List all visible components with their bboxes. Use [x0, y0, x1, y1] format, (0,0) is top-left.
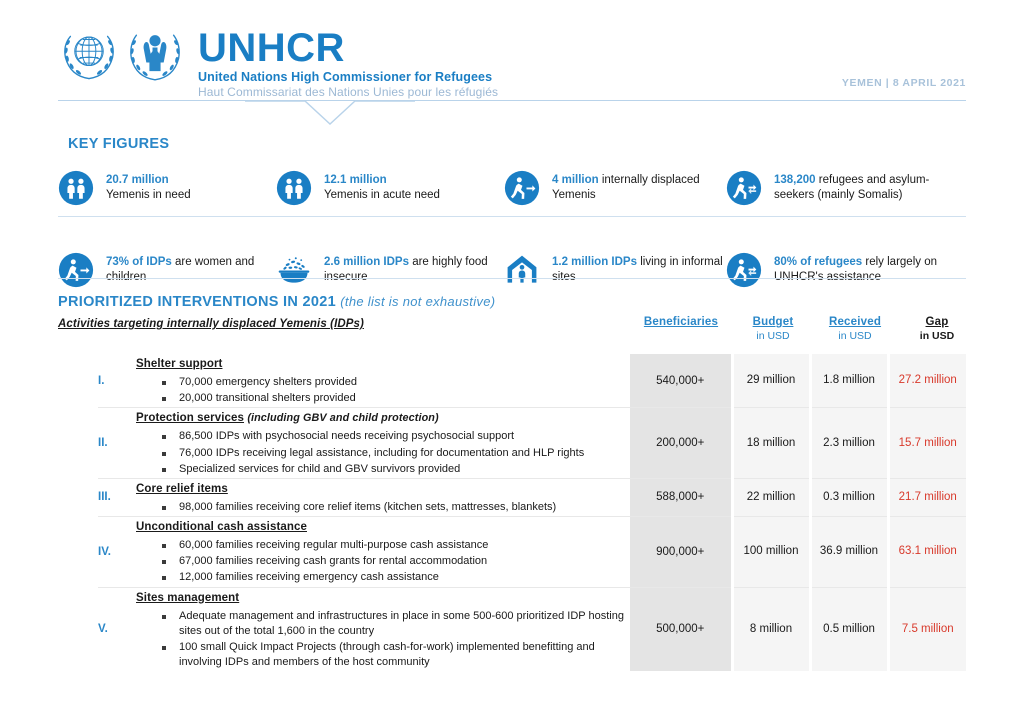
unhcr-wordmark: [198, 24, 498, 99]
interventions-title: PRIORITIZED INTERVENTIONS IN 2021: [58, 294, 336, 310]
row-title-text: Protection services: [136, 412, 245, 425]
row-title: [136, 592, 239, 604]
location-date-label: YEMEN | 8 APRIL 2021: [841, 77, 966, 89]
key-figure-label: internally displaced Yemenis: [552, 173, 700, 201]
cell-beneficiaries: 900,000+: [630, 517, 732, 588]
key-figures-divider-bottom: [58, 278, 966, 279]
row-title-note: (including GBV and child protection): [247, 412, 439, 425]
row-numeral: IV.: [98, 545, 112, 558]
org-name-english: United Nations High Commissioner for Refugees: [198, 70, 493, 85]
cell-budget: 8 million: [732, 587, 810, 671]
key-figure-value: 80% of refugees: [774, 255, 863, 268]
refugee-person-icon: [726, 170, 762, 206]
cell-beneficiaries: 588,000+: [630, 478, 732, 516]
cell-beneficiaries: 540,000+: [630, 354, 732, 408]
key-figure-label: living in informal sites: [552, 255, 723, 283]
key-figure-item: [504, 160, 726, 216]
cell-received: 2.3 million: [810, 408, 888, 479]
key-figures-row-2: [58, 242, 966, 298]
key-figure-item: [58, 160, 276, 216]
key-figure-value: 12.1 million: [324, 173, 387, 186]
key-figure-text: [774, 255, 966, 285]
column-header-unit: in USD: [756, 330, 790, 342]
row-bullet-list: [136, 538, 630, 586]
key-figures-divider-top: [58, 216, 966, 217]
row-title: [136, 412, 439, 424]
key-figure-value: 20.7 million: [106, 173, 169, 186]
key-figure-label: are women and children: [106, 255, 255, 283]
shelter-house-icon: [504, 252, 540, 288]
list-item: Adequate management and infrastructures in place in some 500-600 prioritized IDP hosting sites out of the total 1,600 in the country: [162, 609, 630, 639]
column-header-label: Received: [828, 316, 882, 328]
list-item: 76,000 IDPs receiving legal assistance, including for documentation and HLP rights: [162, 446, 630, 461]
header-notch-decoration: [245, 100, 415, 126]
row-title-text: Core relief items: [136, 482, 228, 495]
list-item: 60,000 families receiving regular multi-purpose cash assistance: [162, 538, 630, 553]
key-figure-item: [726, 160, 966, 216]
column-header-budget: [732, 316, 814, 342]
key-figure-item: [726, 242, 966, 298]
key-figure-label: are highly food insecure: [324, 255, 488, 283]
displaced-person-icon: [58, 252, 94, 288]
key-figure-label: refugees and asylum-seekers (mainly Somalis): [774, 173, 930, 201]
table-column-headers: [630, 316, 978, 342]
key-figure-label: Yemenis in acute need: [324, 189, 440, 201]
key-figure-item: [58, 242, 276, 298]
column-header-label: Budget: [752, 316, 794, 328]
column-header-received: [814, 316, 896, 342]
row-title: [136, 358, 222, 370]
cell-budget: 22 million: [732, 478, 810, 516]
row-numeral: II.: [98, 437, 108, 450]
un-globe-emblem-icon: [58, 24, 120, 86]
column-header-unit: in USD: [919, 330, 955, 342]
list-item: 70,000 emergency shelters provided: [162, 375, 630, 390]
org-name-french: Haut Commissariat des Nations Unies pour les réfugiés: [198, 85, 499, 100]
unhcr-protection-emblem-icon: [124, 24, 186, 86]
row-description: [136, 517, 630, 588]
key-figures-heading: KEY FIGURES: [68, 136, 170, 152]
row-description: [136, 587, 630, 671]
key-figure-text: [324, 173, 440, 203]
activities-label: Activities targeting internally displaced Yemenis (IDPs): [58, 318, 364, 330]
cell-received: 0.5 million: [810, 587, 888, 671]
key-figure-text: [106, 173, 191, 203]
row-numeral: I.: [98, 374, 105, 387]
row-description: [136, 408, 630, 479]
displaced-person-icon: [504, 170, 540, 206]
key-figure-label: Yemenis in need: [106, 189, 191, 201]
two-people-icon: [276, 170, 312, 206]
row-bullet-list: [136, 609, 630, 671]
row-numeral: III.: [98, 491, 111, 504]
cell-gap: 21.7 million: [888, 478, 966, 516]
key-figure-item: [276, 242, 504, 298]
row-bullet-list: [136, 429, 630, 477]
cell-budget: 18 million: [732, 408, 810, 479]
cell-gap: 15.7 million: [888, 408, 966, 479]
interventions-title-note: (the list is not exhaustive): [340, 294, 496, 309]
list-item: 100 small Quick Impact Projects (through cash-for-work) implemented benefitting and involving IDPs and members of the host community: [162, 640, 630, 670]
cell-gap: 63.1 million: [888, 517, 966, 588]
cell-beneficiaries: 500,000+: [630, 587, 732, 671]
table-row: [98, 517, 966, 588]
cell-received: 36.9 million: [810, 517, 888, 588]
key-figure-text: [324, 255, 504, 285]
key-figure-value: 1.2 million IDPs: [552, 255, 637, 268]
column-header-unit: in USD: [838, 330, 872, 342]
interventions-table: [98, 354, 966, 671]
header-divider: [58, 100, 966, 101]
key-figure-value: 2.6 million IDPs: [324, 255, 409, 268]
interventions-heading: [58, 294, 495, 310]
key-figure-value: 138,200: [774, 173, 816, 186]
key-figure-text: [552, 173, 726, 203]
two-people-icon: [58, 170, 94, 206]
column-header-gap: [896, 316, 978, 342]
list-item: 67,000 families receiving cash grants for rental accommodation: [162, 554, 630, 569]
org-abbreviation: UNHCR: [198, 26, 345, 70]
food-bowl-icon: [276, 252, 312, 288]
cell-budget: 100 million: [732, 517, 810, 588]
cell-received: 0.3 million: [810, 478, 888, 516]
row-title: [136, 483, 228, 495]
unhcr-logo-block: [58, 24, 498, 99]
cell-gap: 27.2 million: [888, 354, 966, 408]
list-item: 98,000 families receiving core relief items (kitchen sets, mattresses, blankets): [162, 500, 630, 515]
column-header-label: Gap: [925, 316, 949, 328]
key-figure-value: 73% of IDPs: [106, 255, 172, 268]
key-figure-value: 4 million: [552, 173, 599, 186]
key-figure-item: [276, 160, 504, 216]
key-figure-text: [774, 173, 966, 203]
row-description: [136, 354, 630, 408]
row-bullet-list: [136, 375, 630, 406]
key-figure-label: rely largely on UNHCR's assistance: [774, 255, 937, 283]
list-item: Specialized services for child and GBV survivors provided: [162, 462, 630, 477]
document-header: [0, 0, 1024, 108]
column-header-beneficiaries: [630, 316, 732, 342]
refugee-person-icon: [726, 252, 762, 288]
interventions-table-body: [98, 354, 966, 671]
cell-beneficiaries: 200,000+: [630, 408, 732, 479]
list-item: 86,500 IDPs with psychosocial needs receiving psychosocial support: [162, 429, 630, 444]
table-row: [98, 408, 966, 479]
key-figure-text: [106, 255, 276, 285]
row-numeral: V.: [98, 623, 108, 636]
key-figures-row-1: [58, 160, 966, 216]
cell-gap: 7.5 million: [888, 587, 966, 671]
table-row: [98, 478, 966, 516]
cell-received: 1.8 million: [810, 354, 888, 408]
row-description: [136, 478, 630, 516]
key-figure-text: [552, 255, 726, 285]
row-title: [136, 521, 307, 533]
table-row: [98, 354, 966, 408]
row-bullet-list: [136, 500, 630, 515]
row-title-text: Sites management: [136, 591, 240, 604]
list-item: 20,000 transitional shelters provided: [162, 391, 630, 406]
table-row: [98, 587, 966, 671]
cell-budget: 29 million: [732, 354, 810, 408]
key-figure-item: [504, 242, 726, 298]
row-title-text: Shelter support: [136, 358, 223, 370]
row-title-text: Unconditional cash assistance: [136, 521, 307, 534]
list-item: 12,000 families receiving emergency cash assistance: [162, 570, 630, 585]
column-header-label: Beneficiaries: [643, 316, 719, 328]
